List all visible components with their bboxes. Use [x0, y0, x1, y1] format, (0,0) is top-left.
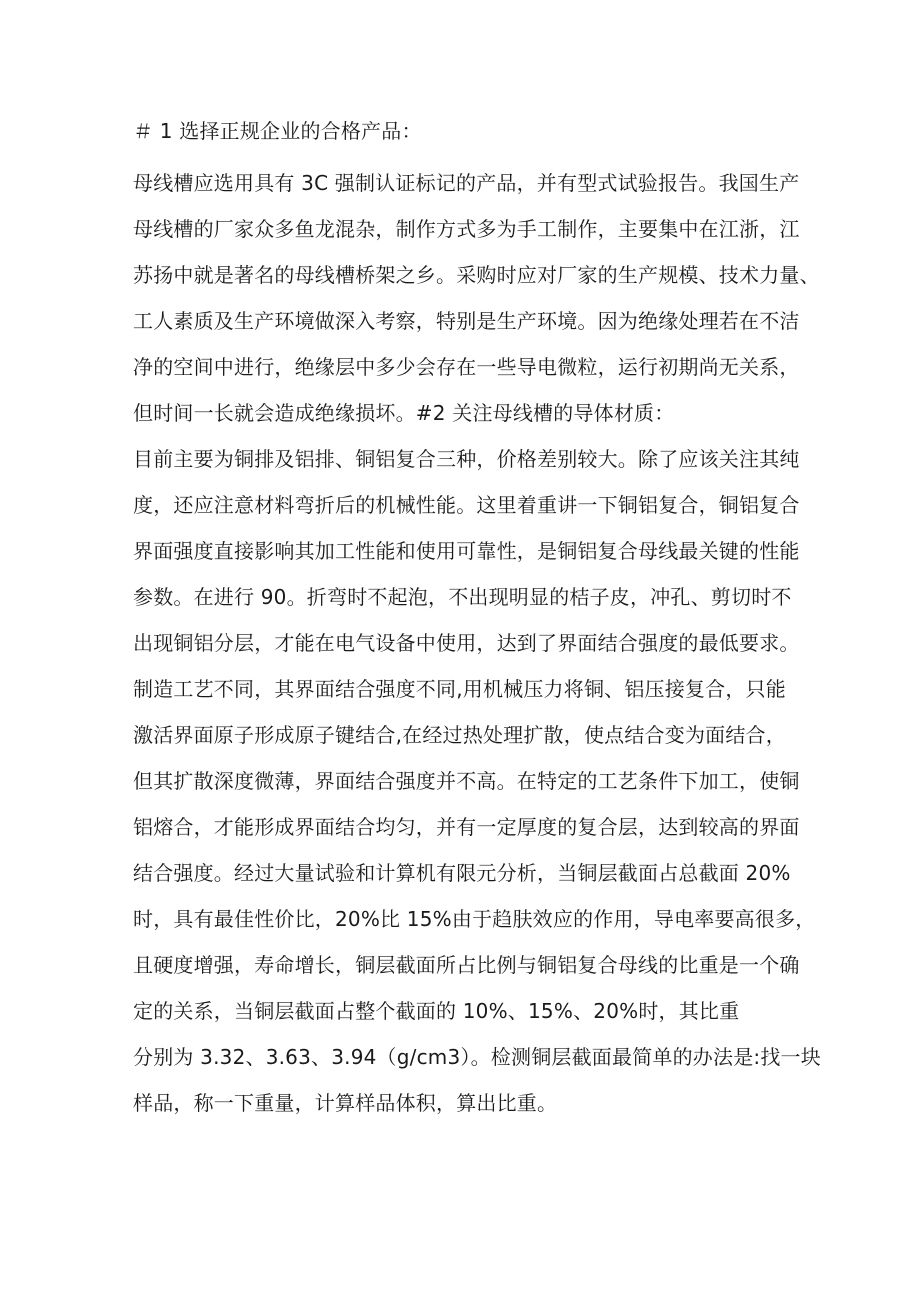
- text-line: 分别为 3.32、3.63、3.94（g/cm3）。检测铜层截面最简单的办法是:找一块: [133, 1045, 821, 1069]
- text-line: 界面强度直接影响其加工性能和使用可靠性，是铜铝复合母线最关键的性能: [133, 539, 800, 563]
- text-line: 母线槽应选用具有 3C 强制认证标记的产品，并有型式试验报告。我国生产: [133, 171, 800, 195]
- text-line: 参数。在进行 90。折弯时不起泡，不出现明显的桔子皮，冲孔、剪切时不: [133, 585, 792, 609]
- text-line: 激活界面原子形成原子键结合,在经过热处理扩散，使点结合变为面结合，: [133, 723, 786, 747]
- text-line: 但时间一长就会造成绝缘损坏。#2 关注母线槽的导体材质：: [133, 401, 675, 425]
- text-line: 时，具有最佳性价比，20%比 15%由于趋肤效应的作用，导电率要高很多，: [133, 907, 816, 931]
- text-line: 苏扬中就是著名的母线槽桥架之乡。采购时应对厂家的生产规模、技术力量、: [133, 263, 820, 287]
- text-line: 样品，称一下重量，计算样品体积，算出比重。: [133, 1091, 558, 1115]
- text-line: 定的关系，当铜层截面占整个截面的 10%、15%、20%时，其比重: [133, 999, 740, 1023]
- text-line: 工人素质及生产环境做深入考察，特别是生产环境。因为绝缘处理若在不洁: [133, 309, 800, 333]
- text-line: 出现铜铝分层，才能在电气设备中使用，达到了界面结合强度的最低要求。: [133, 631, 800, 655]
- text-line: 母线槽的厂家众多鱼龙混杂，制作方式多为手工制作，主要集中在江浙，江: [133, 217, 800, 241]
- text-line: 但其扩散深度微薄，界面结合强度并不高。在特定的工艺条件下加工，使铜: [133, 769, 800, 793]
- text-line: 目前主要为铜排及铝排、铜铝复合三种，价格差别较大。除了应该关注其纯: [133, 447, 800, 471]
- text-line: 且硬度增强，寿命增长，铜层截面所占比例与铜铝复合母线的比重是一个确: [133, 953, 800, 977]
- text-line: 净的空间中进行，绝缘层中多少会存在一些导电微粒，运行初期尚无关系，: [133, 355, 800, 379]
- text-line: 结合强度。经过大量试验和计算机有限元分析，当铜层截面占总截面 20%: [133, 861, 791, 885]
- text-line: 铝熔合，才能形成界面结合均匀，并有一定厚度的复合层，达到较高的界面: [133, 815, 800, 839]
- text-line: 度，还应注意材料弯折后的机械性能。这里着重讲一下铜铝复合，铜铝复合: [133, 493, 800, 517]
- text-line: 制造工艺不同，其界面结合强度不同,用机械压力将铜、铝压接复合，只能: [133, 677, 786, 701]
- section-heading-1: ＃ 1 选择正规企业的合格产品：: [133, 119, 422, 143]
